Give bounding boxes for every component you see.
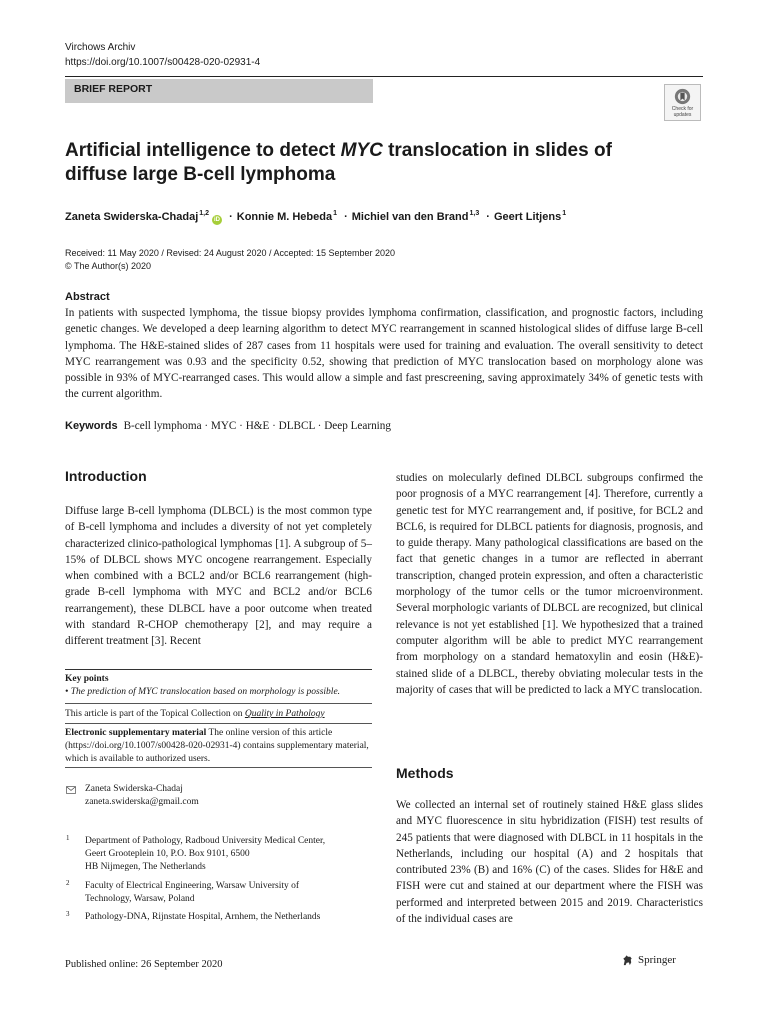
publisher-logo[interactable] [621, 952, 676, 968]
article-type-bar: BRIEF REPORT [65, 79, 373, 103]
journal-header [65, 40, 260, 70]
journal-name: Virchows Archiv [65, 42, 136, 53]
correspondence [85, 783, 199, 809]
keypoints-top-rule [65, 669, 372, 670]
corresponding-email[interactable]: zaneta.swiderska@gmail.com [85, 797, 199, 807]
history-dates: Received: 11 May 2020 / Revised: 24 August 2020 / Accepted: 15 September 2020 [65, 248, 396, 258]
introduction-text-right: studies on molecularly defined DLBCL subgroups confirmed the poor prognosis of a MYC rearrangement [4]. Therefore, currently a genetic test for MYC rearrangement and, if positive, for BCL2 and BCL6, is required for DLBCL patients for diagnosis, prognosis, and to guide therapy. Many pathological classifications are based on the fact that genetic changes in a tumor are reflected in aberrant transcription, changed protein expression, and often a characteristic morphology of the tumor cells or the tumor microenvironment. Several morphologic variants of DLBCL are recognized, but clinical relevance is not yet established [1]. We hypothesized that a trained computer algorithm will be able to predict MYC rearrangement from morphology on a standard hematoxylin and eosin (H&E)-stained slide of a DLBCL, thereby obviating molecular tests in the majority of cases that will be predicted to lack a MYC translocation. [396, 472, 703, 696]
author-separator: · [229, 211, 233, 223]
title-part-1: Artificial intelligence to detect [65, 140, 341, 161]
publisher-name: Springer [638, 954, 676, 966]
affiliation-number: 3 [66, 910, 70, 918]
topical-collection-note [65, 708, 325, 721]
affiliation-2 [85, 880, 370, 906]
author-list [65, 206, 566, 225]
methods-text: We collected an internal set of routinely stained H&E glass slides and MYC fluorescence in situ hybridization (FISH) test results of 245 patients that were diagnosed with DLBCL in 11 hospitals in the Netherlands, including our hospital (A) and 2 hospitals that contributed 23% (B) and 16% (C) of the cases. Slides for H&E and FISH were cut and stained at our department where the FISH was performed and interpreted between 2015 and 2019. Characteristics of the individual cases are [396, 799, 703, 926]
title-gene: MYC [340, 140, 383, 161]
corresponding-author: Zaneta Swiderska-Chadaj [85, 784, 183, 794]
methods-heading: Methods [396, 765, 454, 781]
title-part-2: translocation in slides of diffuse large B-cell lymphoma [65, 140, 612, 185]
author-name[interactable]: Geert Litjens [493, 211, 562, 223]
affiliation-line: Faculty of Electrical Engineering, Warsaw University of [85, 881, 300, 891]
esm-link[interactable]: https://doi.org/10.1007/s00428-020-02931-4 [68, 741, 238, 751]
affiliation-1 [85, 835, 370, 874]
collection-prefix: This article is part of the Topical Collection on [65, 709, 245, 719]
article-title [65, 139, 665, 187]
affiliation-number: 1 [66, 834, 70, 842]
keywords-text: B-cell lymphoma · MYC · H&E · DLBCL · Deep Learning [123, 420, 391, 432]
springer-horse-icon [621, 954, 634, 967]
affiliation-line: HB Nijmegen, The Netherlands [85, 862, 206, 872]
check-for-updates-badge[interactable] [664, 84, 701, 121]
author-affil: 1,2 [199, 210, 210, 217]
author-separator: · [486, 211, 490, 223]
introduction-heading: Introduction [65, 468, 147, 484]
author-name[interactable]: Zaneta Swiderska-Chadaj [65, 211, 199, 223]
author-affil: 1,3 [469, 210, 480, 217]
collection-link[interactable]: Quality in Pathology [244, 709, 325, 719]
orcid-icon[interactable]: iD [214, 217, 221, 223]
abstract-heading: Abstract [65, 291, 110, 303]
author-name[interactable]: Michiel van den Brand [351, 211, 469, 223]
author-affil: 1 [562, 210, 567, 217]
abstract-text: In patients with suspected lymphoma, the tissue biopsy provides lymphoma confirmation, classification, and prognostic factors, including genetic changes. We developed a deep learning algorithm to detect MYC rearrangement in scanned histological slides of diffuse large B-cell lymphoma. The H&E-stained slides of 287 cases from 11 hospitals were used for training and evaluation. The overall sensitivity to detect MYC rearrangement was 0.93 and the specificity 0.52, showing that prediction of MYC translocation based on morphology alone was possible in 93% of MYC-rearranged cases. This would allow a simple and fast prescreening, saving approximately 34% of genetic tests with the current algorithm. [65, 307, 703, 401]
affiliation-3 [85, 911, 370, 924]
published-date: Published online: 26 September 2020 [65, 959, 223, 970]
introduction-text-left: Diffuse large B-cell lymphoma (DLBCL) is the most common type of B-cell lymphoma and includes a diversity of not yet completely characterized clinico-pathological lymphomas [1]. A subgroup of 5–15% of DLBCL shows MYC oncogene rearrangement. Especially when combined with a BCL2 and/or BCL6 rearrangement (high-grade B-cell lymphoma with MYC and BCL2 and/or BCL6 rearrangement), these DLBCL have a poor outcome when treated with standard R-CHOP chemotherapy [2], and may require a different treatment [3]. Recent [65, 505, 372, 648]
esm-text-2: ) contains supplementary material, which is available to authorized users. [65, 741, 369, 764]
doi-link[interactable]: https://doi.org/10.1007/s00428-020-02931-4 [65, 57, 261, 68]
affiliation-line: Geert Grooteplein 10, P.O. Box 9101, 6500 [85, 849, 250, 859]
keypoints-bottom-rule [65, 703, 372, 704]
bookmark-icon [674, 88, 691, 105]
esm-text-1: The online version of this article ( [65, 728, 333, 751]
author-affil: 1 [333, 210, 337, 217]
affiliation-number: 2 [66, 879, 70, 887]
supplementary-note [65, 727, 372, 766]
affiliation-line: Department of Pathology, Radboud University Medical Center, [85, 836, 326, 846]
keywords-line [65, 419, 391, 434]
key-points-heading: Key points [65, 674, 109, 684]
author-name[interactable]: Konnie M. Hebeda [236, 211, 333, 223]
esm-label: Electronic supplementary material [65, 728, 207, 738]
author-separator: · [344, 211, 348, 223]
keywords-heading: Keywords [65, 420, 118, 432]
copyright-line: © The Author(s) 2020 [65, 261, 152, 271]
header-rule [65, 76, 703, 77]
envelope-icon [66, 786, 76, 794]
check-for-updates-label: Check for updates [671, 106, 694, 118]
key-point-item: • The prediction of MYC translocation based on morphology is possible. [65, 687, 341, 697]
collection-rule [65, 723, 372, 724]
esm-rule [65, 767, 372, 768]
affiliation-line: Pathology-DNA, Rijnstate Hospital, Arnhem, the Netherlands [85, 912, 321, 922]
affiliation-line: Technology, Warsaw, Poland [85, 894, 195, 904]
article-dates [65, 247, 395, 273]
